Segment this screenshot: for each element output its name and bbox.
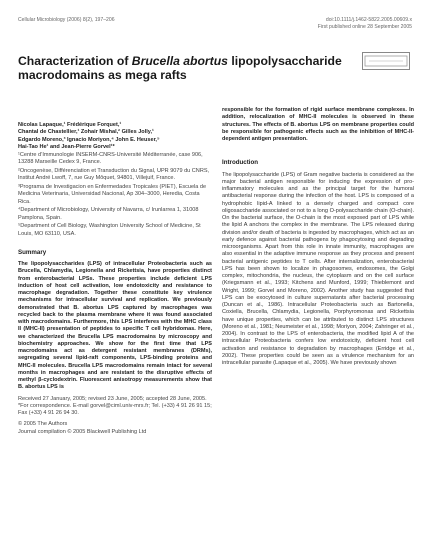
copyright: © 2005 The Authors [18, 421, 68, 428]
introduction-heading: Introduction [222, 159, 259, 167]
affiliations [18, 152, 212, 238]
affiliation: ²Oncogenèse, Différenciation et Transduction du Signal, UPR 9079 du CNRS, Institut André Lwoff, 7, rue Guy Môquet, 94801, Villejuif, France. [18, 168, 210, 182]
doi-block [318, 17, 412, 30]
title-species: Brucella abortus [131, 54, 228, 68]
journal-line: Cellular Microbiology (2006) 8(2), 197–206 [18, 17, 115, 23]
first-published: First published online 28 September 2005 [317, 23, 412, 30]
copyright-footer [18, 421, 212, 436]
publisher-logo [362, 52, 410, 70]
author-line: Chantal de Chastellier,¹ Zohair Mishal,² Gilles Jolly,¹ [18, 129, 154, 136]
article-title: Characterization of Brucella abortus lipopolysaccharide macrodomains as mega rafts [18, 54, 342, 83]
summary-text: The lipopolysaccharides (LPS) of intracellular Proteobacteria such as Brucella, Chlamydia, Legionella and Rickettsia, have properties distinct from enterobacterial LPSs. These properties include deficient LPS induction of host cell activation, low endotoxicity and resistance to macrophage degradation. Together these constitute key virulence mechanisms for intracellular survival and replication. We previously demonstrated that B. abortus LPS captured by macrophages was recycled back to the plasma membrane where it was found associated with macrodomains. Furthermore, this LPS interferes with the MHC class II (MHC-II) presentation of peptides to specific T cell hybridomas. Here, we characterized the Brucella LPS macrodomains by microscopy and biochemistry approaches. We show for the first time that LPS macrodomains act as detergent resistant membranes (DRMs), segregating several lipid-raft components, LPS-binding proteins and MHC-II molecules. Brucella LPS macrodomains remain intact for several months in macrophages and are resistant to the disruptive effects of methyl β-cyclodextrin. Fluorescent anisotropy measurements show that B. abortus LPS is [18, 261, 212, 391]
author-line: Nicolas Lapaque,¹ Frédérique Forquet,¹ [18, 122, 122, 128]
received-note: Received 27 January, 2005; revised 23 June, 2005; accepted 28 June, 2005. *For correspondence. E-mail gorvel@ciml.univ-mrs.fr; Tel. (+33) 4 91 26 91 15; Fax (+33) 4 91 26 94 30. [18, 395, 212, 416]
author-line: Hai-Tao He¹ and Jean-Pierre Gorvel¹* [18, 143, 115, 150]
affiliation: ⁵Department of Cell Biology, Washington University School of Medicine, St Louis, MO 63110, USA. [18, 223, 201, 237]
summary-continuation: responsible for the formation of rigid surface membrane complexes. In addition, relocalization of MHC-II molecules is observed in these structures. The effects of B. abortus LPS on membrane properties could be responsible for pathogenic effects such as the inhibition of MHC-II-dependent antigen presentation. [222, 107, 414, 142]
publisher-logo-icon [363, 53, 409, 69]
author-line: Edgardo Moreno,³ Ignacio Moriyon,⁴ John E. Heuser,⁵ [18, 136, 160, 143]
affiliation: ³Programa de Investigacion en Enfermedades Tropicales (PIET), Escuela de Medicina Veterinaria, Universidad Nacional, Ap 304–3000, Heredia, Costa Rica. [18, 184, 207, 205]
affiliation: ¹Centre d’Immunologie INSERM-CNRS-Université Méditerranée, case 906, 13288 Marseille Cedex 9, France. [18, 152, 203, 166]
right-column [222, 107, 414, 367]
page-header [18, 17, 412, 39]
doi: doi:10.1111/j.1462-5822.2005.00609.x [325, 17, 412, 23]
introduction-text: The lipopolysaccharide (LPS) of Gram negative bacteria is considered as the major bacterial antigen responsible for inducing the expression of pro-inflammatory molecules and as the principal target for the humoral antibacterial response during the infection of the host. LPS is composed of a hydrophobic lipid-A linked to a densely charged and compact core oligosaccharide associated or not to a long O-polysaccharide chain (O-chain). On the bacterial surface, the O-chain is the most exposed part of LPS while the lipid A anchors the complex in the membrane. The LPS released during division and/or death of bacteria is ingested by macrophages, which act as an early defence against bacterial pathogens by phagocytosing and degrading microorganisms. Apart from this role in innate immunity, macrophages are also essential in the adaptive immune response as they process and present bacterial antigenic peptides to T cells. After internalization, enterobacterial LPS has been shown to localize in phagosomes, endosomes, the Golgi complex, mitochondria, the nucleus, the cytoplasm and on the cell surface (Kriegsmann et al., 1993; Kitchens and Munford, 1999; Thieblemont and Wright, 1999; Gorvel and Moreno, 2002). Another study has suggested that LPS can be exocytosed in culture supernatants after bacterial processing (Duncan et al., 1986). Intracellular Proteobacteria such as Bartonella, Coxiella, Brucella, Chlamydia, Legionella, Porphyromonas and Rickettsia have unique properties, which can be attributed to distinct LPS structures (Moreno et al., 1981; Neumeister et al., 1998; Moriyon, 2004; Zahringer et al., 2004). In contrast to the LPS of enterobacteria, the modified lipid A of the intracellular Proteobacteria confers low endotoxicity, deficient host cell activation and resistance to degradation by macrophages (Erridge et al., 2002). These properties could be seen as a virulence mechanism for an intracellular parasite (Lapaque et al., 2005). We have previously shown [222, 171, 414, 366]
left-column [18, 122, 212, 436]
author-list [18, 122, 212, 151]
journal-compilation: Journal compilation © 2005 Blackwell Publishing Ltd [18, 428, 147, 435]
summary-heading: Summary [18, 248, 47, 256]
affiliation: ⁴Department of Microbiology, University of Navarra, c/ Irunlarrea 1, 31008 Pamplona, Spain. [18, 207, 199, 221]
